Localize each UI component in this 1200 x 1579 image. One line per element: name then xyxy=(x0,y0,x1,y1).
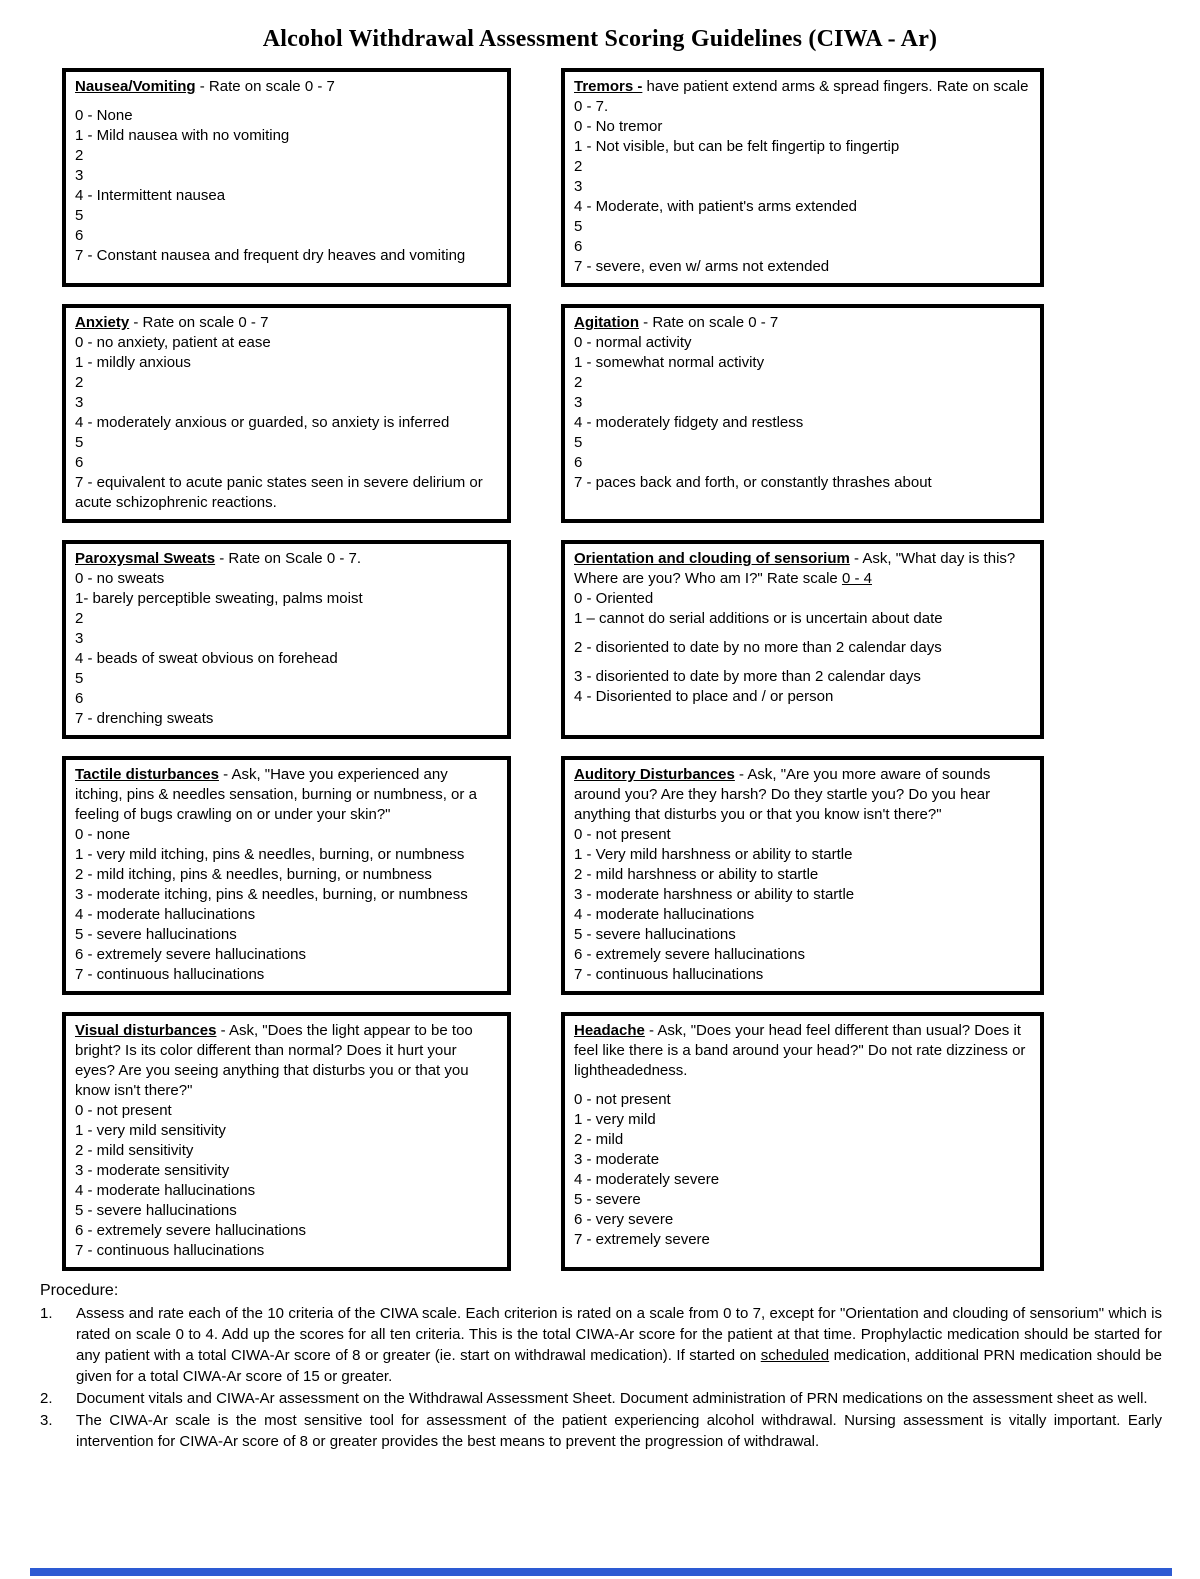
procedure-item xyxy=(40,1410,1162,1452)
criterion-box-headache xyxy=(562,1013,1043,1270)
procedure-heading: Procedure: xyxy=(40,1282,119,1299)
score-line: 4 - moderate hallucinations xyxy=(75,1182,256,1199)
score-line: 1 - Not visible, but can be felt fingertip to fingertip xyxy=(574,138,900,155)
criterion-box-visual-disturbances xyxy=(63,1013,510,1270)
score-line: 7 - drenching sweats xyxy=(75,710,214,727)
score-line: 3 xyxy=(75,167,84,184)
score-line: 6 - extremely severe hallucinations xyxy=(75,946,306,963)
criterion-heading: Tactile disturbances xyxy=(75,766,219,783)
criterion-header xyxy=(574,549,1031,589)
score-line: 2 - mild xyxy=(574,1131,624,1148)
score-line: 5 xyxy=(574,218,583,235)
criterion-heading: Nausea/Vomiting xyxy=(75,78,196,95)
blank-line xyxy=(574,1081,1031,1090)
text-segment: Assess and rate each of the 10 criteria of the CIWA scale. Each criterion is rated on a scale from 0 to 7, except for "Orientation and clouding of sensorium" which is rated on scale 0 to 4. Add up the scores for all ten criteria. This is the total CIWA-Ar score for the patient at that time. Prophylactic medication should be started for any patient with a total CIWA-Ar score of 8 or greater (ie. start on withdrawal medication). If started on xyxy=(76,1305,1162,1364)
criterion-header xyxy=(75,549,498,569)
criterion-intro: - Ask, "Have you experienced any itching, pins & needles sensation, burning or numbness, or a feeling of bugs crawling on or under your skin?" xyxy=(75,766,477,823)
score-line: 7 - severe, even w/ arms not extended xyxy=(574,258,830,275)
score-line: 4 - moderate hallucinations xyxy=(574,906,755,923)
criterion-box-agitation xyxy=(562,305,1043,522)
score-line: 4 - moderate hallucinations xyxy=(75,906,256,923)
text-segment: The CIWA-Ar scale is the most sensitive tool for assessment of the patient experiencing alcohol withdrawal. Nursing assessment is vitally important. Early intervention for CIWA-Ar score of 8 or greater provides the best means to prevent the progression of withdrawal. xyxy=(76,1412,1162,1450)
score-line: 1 – cannot do serial additions or is uncertain about date xyxy=(574,610,943,627)
score-line: 2 - mild itching, pins & needles, burning, or numbness xyxy=(75,866,432,883)
procedure-list xyxy=(40,1303,1162,1452)
procedure-item-text xyxy=(76,1410,1162,1452)
score-line: 7 - equivalent to acute panic states seen in severe delirium or acute schizophrenic reactions. xyxy=(75,474,483,511)
criterion-heading: Tremors - xyxy=(574,78,643,95)
score-line: 4 - moderately severe xyxy=(574,1171,720,1188)
score-line: 1 - somewhat normal activity xyxy=(574,354,765,371)
score-line: 6 xyxy=(574,238,583,255)
score-line: 0 - not present xyxy=(574,826,671,843)
blank-line xyxy=(574,658,1031,667)
score-line: 5 - severe xyxy=(574,1191,641,1208)
score-line: 1- barely perceptible sweating, palms moist xyxy=(75,590,363,607)
criterion-intro: have patient extend arms & spread fingers. Rate on scale 0 - 7. xyxy=(574,78,1029,115)
text-segment: Document vitals and CIWA-Ar assessment on the Withdrawal Assessment Sheet. Document administration of PRN medications on the assessment sheet as well. xyxy=(76,1390,1148,1407)
score-line: 5 - severe hallucinations xyxy=(75,926,237,943)
criterion-header xyxy=(75,765,498,825)
criteria-grid xyxy=(63,69,1200,1270)
score-line: 6 xyxy=(75,690,84,707)
score-line: 3 xyxy=(574,394,583,411)
criterion-header xyxy=(574,765,1031,825)
score-line: 1 - Very mild harshness or ability to startle xyxy=(574,846,853,863)
criterion-heading: Headache xyxy=(574,1022,645,1039)
score-line: 3 xyxy=(75,630,84,647)
criterion-box-nausea-vomiting xyxy=(63,69,510,286)
score-line: 0 - None xyxy=(75,107,133,124)
score-line: 6 xyxy=(574,454,583,471)
score-line: 7 - continuous hallucinations xyxy=(75,966,265,983)
criterion-box-auditory-disturbances xyxy=(562,757,1043,994)
criterion-intro: - Ask, "Does the light appear to be too bright? Is its color different than normal? Does it hurt your eyes? Are you seeing anything that disturbs you or that you know isn't there?" xyxy=(75,1022,473,1099)
score-line: 7 - extremely severe xyxy=(574,1231,710,1248)
score-line: 3 xyxy=(574,178,583,195)
criterion-heading: Paroxysmal Sweats xyxy=(75,550,216,567)
criterion-box-paroxysmal-sweats xyxy=(63,541,510,738)
score-line: 5 xyxy=(75,207,84,224)
procedure-item xyxy=(40,1388,1162,1409)
score-line: 7 - continuous hallucinations xyxy=(574,966,764,983)
score-line: 6 - extremely severe hallucinations xyxy=(75,1222,306,1239)
score-line: 1 - mildly anxious xyxy=(75,354,191,371)
score-line: 4 - Disoriented to place and / or person xyxy=(574,688,834,705)
score-line: 5 - severe hallucinations xyxy=(574,926,736,943)
procedure-item-text xyxy=(76,1303,1162,1387)
score-line: 1 - very mild sensitivity xyxy=(75,1122,226,1139)
criterion-header xyxy=(574,313,1031,333)
criterion-heading: Agitation xyxy=(574,314,639,331)
score-line: 4 - moderately fidgety and restless xyxy=(574,414,804,431)
score-line: 4 - Intermittent nausea xyxy=(75,187,226,204)
score-line: 0 - Oriented xyxy=(574,590,654,607)
score-line: 6 - extremely severe hallucinations xyxy=(574,946,805,963)
score-line: 2 - mild sensitivity xyxy=(75,1142,194,1159)
criterion-intro: - Ask, "Are you more aware of sounds around you? Are they harsh? Do they startle you? Do you hear anything that disturbs you or that you know isn't there?" xyxy=(574,766,991,823)
score-line: 4 - beads of sweat obvious on forehead xyxy=(75,650,338,667)
score-line: 3 - moderate xyxy=(574,1151,660,1168)
score-line: 2 xyxy=(574,374,583,391)
procedure-item xyxy=(40,1303,1162,1387)
criterion-intro: - Ask, "What day is this? Where are you? Who am I?" Rate scale xyxy=(574,550,1016,587)
criterion-header xyxy=(75,77,498,97)
criterion-intro: - Rate on scale 0 - 7 xyxy=(195,78,335,95)
score-line: 5 xyxy=(574,434,583,451)
score-line: 6 xyxy=(75,227,84,244)
procedure-item-text xyxy=(76,1388,1162,1409)
score-line: 3 - moderate itching, pins & needles, burning, or numbness xyxy=(75,886,468,903)
text-segment: medication, additional PRN medication should be given for a total CIWA-Ar score of 15 or greater. xyxy=(76,1347,1162,1385)
score-line: 2 xyxy=(574,158,583,175)
score-line: 0 - no sweats xyxy=(75,570,165,587)
criterion-box-tactile-disturbances xyxy=(63,757,510,994)
procedure-item-number: 2. xyxy=(40,1390,53,1407)
score-line: 0 - none xyxy=(75,826,131,843)
criterion-intro: - Ask, "Does your head feel different than usual? Does it feel like there is a band around your head?" Do not rate dizziness or lightheadedness. xyxy=(574,1022,1026,1079)
criterion-box-tremors xyxy=(562,69,1043,286)
score-line: 6 xyxy=(75,454,84,471)
blank-line xyxy=(574,629,1031,638)
score-line: 0 - no anxiety, patient at ease xyxy=(75,334,271,351)
score-line: 2 xyxy=(75,610,84,627)
score-line: 2 - mild harshness or ability to startle xyxy=(574,866,819,883)
blank-line xyxy=(75,97,498,106)
procedure-section xyxy=(40,1280,1162,1452)
criterion-header xyxy=(75,1021,498,1101)
score-line: 7 - continuous hallucinations xyxy=(75,1242,265,1259)
score-line: 0 - normal activity xyxy=(574,334,692,351)
score-line: 3 - disoriented to date by more than 2 calendar days xyxy=(574,668,921,685)
score-line: 5 xyxy=(75,670,84,687)
criterion-intro: - Rate on Scale 0 - 7. xyxy=(215,550,361,567)
score-line: 1 - very mild itching, pins & needles, burning, or numbness xyxy=(75,846,465,863)
criterion-heading: Auditory Disturbances xyxy=(574,766,735,783)
criterion-heading: Orientation and clouding of sensorium xyxy=(574,550,850,567)
score-line: 1 - very mild xyxy=(574,1111,656,1128)
score-line: 7 - paces back and forth, or constantly thrashes about xyxy=(574,474,932,491)
score-line: 3 xyxy=(75,394,84,411)
underlined-word: scheduled xyxy=(760,1347,830,1364)
score-line: 5 xyxy=(75,434,84,451)
score-line: 2 xyxy=(75,147,84,164)
criterion-intro: - Rate on scale 0 - 7 xyxy=(129,314,269,331)
criterion-intro-underlined: 0 - 4 xyxy=(841,570,872,587)
score-line: 1 - Mild nausea with no vomiting xyxy=(75,127,290,144)
score-line: 4 - Moderate, with patient's arms extended xyxy=(574,198,858,215)
score-line: 3 - moderate sensitivity xyxy=(75,1162,230,1179)
criterion-box-orientation xyxy=(562,541,1043,738)
criterion-heading: Visual disturbances xyxy=(75,1022,217,1039)
score-line: 4 - moderately anxious or guarded, so anxiety is inferred xyxy=(75,414,450,431)
score-line: 0 - not present xyxy=(75,1102,172,1119)
page-title: Alcohol Withdrawal Assessment Scoring Guidelines (CIWA - Ar) xyxy=(262,26,938,52)
criterion-header xyxy=(574,1021,1031,1081)
score-line: 3 - moderate harshness or ability to startle xyxy=(574,886,855,903)
score-line: 5 - severe hallucinations xyxy=(75,1202,237,1219)
criterion-header xyxy=(574,77,1031,117)
score-line: 0 - not present xyxy=(574,1091,671,1108)
score-line: 2 - disoriented to date by no more than 2 calendar days xyxy=(574,639,942,656)
score-line: 6 - very severe xyxy=(574,1211,674,1228)
criterion-header xyxy=(75,313,498,333)
procedure-item-number: 1. xyxy=(40,1305,53,1322)
criterion-heading: Anxiety xyxy=(75,314,130,331)
procedure-item-number: 3. xyxy=(40,1412,53,1429)
criterion-box-anxiety xyxy=(63,305,510,522)
score-line: 0 - No tremor xyxy=(574,118,663,135)
footer-color-bar xyxy=(30,1568,1172,1576)
score-line: 7 - Constant nausea and frequent dry heaves and vomiting xyxy=(75,247,466,264)
score-line: 2 xyxy=(75,374,84,391)
criterion-intro: - Rate on scale 0 - 7 xyxy=(639,314,779,331)
